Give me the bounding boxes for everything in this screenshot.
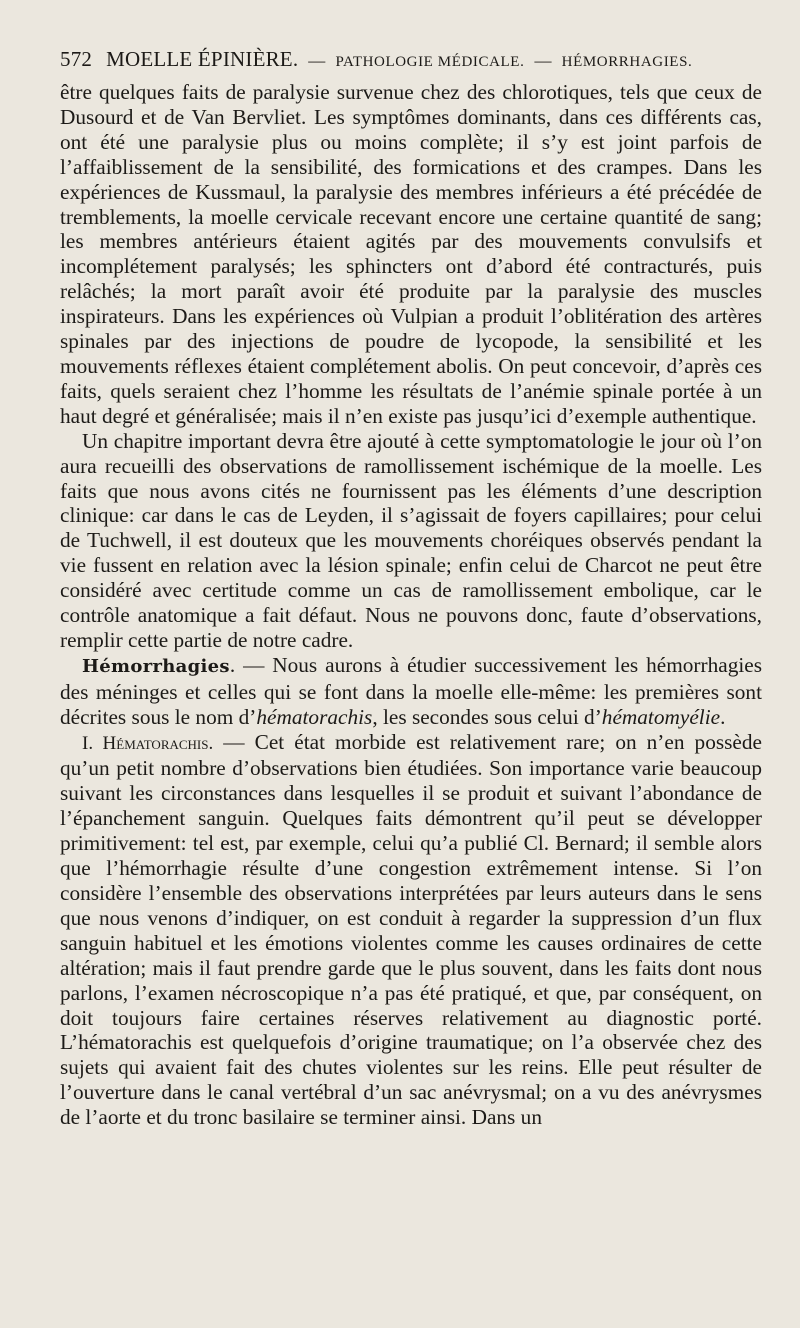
subsection-heading-hematorachis: I. Hématorachis.	[82, 732, 214, 754]
running-dash-1: —	[308, 51, 326, 70]
term-hematorachis: hématorachis	[256, 704, 373, 729]
paragraph-4-text: — Cet état morbide est relativement rare; on n’en possède qu’un petit nombre d’observations bien étudiées. Son importance varie beaucoup suivant les circonstances dans lesquelles il se produit et suivant l’abondance de l’épanchement sanguin. Quelques faits démontrent qu’il peut se développer primitivement: tel est, par exemple, celui qu’a publié Cl. Bernard; il semble alors que l’hémorrhagie résulte d’une congestion extrêmement intense. Si l’on considère l’ensemble des observations interprétées par leurs auteurs dans le sens que nous venons d’indiquer, on est conduit à regarder la suppression d’un flux sanguin habituel et les émotions violentes comme les causes ordinaires de cette altération; mais il faut prendre garde que le plus souvent, dans les faits dont nous parlons, l’examen nécroscopique n’a pas été pratiqué, et que, par conséquent, on doit toujours faire certaines réserves relativement au diagnostic porté. L’hématorachis est quelquefois d’origine traumatique; on l’a observée chez des sujets qui avaient fait des chutes violentes sur les reins. Elle peut résulter de l’ouverture dans le canal vertébral d’un sac anévrysmal; on a vu des anévrysmes de l’aorte et du tronc basilaire se terminer ainsi. Dans un	[60, 729, 762, 1130]
paragraph-3-text-a: . — Nous aurons à étudier successivement les hémorrhagies des méninges et celles qui se font dans la moelle elle-même: les premières sont décrites sous le nom d’	[60, 652, 762, 729]
paragraph-4	[60, 730, 762, 1131]
page-number: 572	[60, 47, 93, 71]
paragraph-2: Un chapitre important devra être ajouté à cette symptomatologie le jour où l’on aura recueilli des observations de ramollissement ischémique de la moelle. Les faits que nous avons cités ne fournissent pas les éléments d’une description clinique: car dans le cas de Leyden, il s’agissait de foyers capillaires; pour celui de Tuchwell, il est douteux que les mouvements choréiques observés pendant la vie fussent en relation avec la lésion spinale; enfin celui de Charcot ne peut être considéré avec certitude comme un cas de ramollissement embolique, car le contrôle anatomique a fait défaut. Nous ne pouvons donc, faute d’observations, remplir cette partie de notre cadre.	[60, 428, 762, 652]
paragraph-3	[60, 653, 762, 730]
running-section: PATHOLOGIE MÉDICALE.	[335, 54, 525, 70]
running-title: MOELLE ÉPINIÈRE.	[106, 47, 299, 71]
paragraph-3-text-c: .	[720, 704, 726, 729]
body-text	[60, 80, 762, 1130]
section-heading-hemorrhagies: Hémorrhagies	[82, 655, 230, 677]
paragraph-3-text-b: , les secondes sous celui d’	[372, 704, 602, 729]
running-head	[60, 42, 762, 80]
running-dash-2: —	[534, 51, 552, 70]
paragraph-1: être quelques faits de paralysie survenue chez des chlorotiques, tels que ceux de Dusourd et de Van Bervliet. Les symptômes dominants, dans ces différents cas, ont été une paralysie plus ou moins complète; il s’y est joint parfois de l’affaiblissement de la sensibilité, des formications et des crampes. Dans les expériences de Kussmaul, la paralysie des membres inférieurs a été précédée de tremblements, la moelle cervicale recevant encore une certaine quantité de sang; les membres antérieurs étaient agités par des mouvements convulsifs et incomplétement paralysés; les sphincters ont d’abord été contracturés, puis relâchés; la mort paraît avoir été produite par la paralysie des muscles inspirateurs. Dans les expériences où Vulpian a produit l’oblitération des artères spinales par des injections de poudre de lycopode, la sensibilité et les mouvements réflexes étaient complétement abolis. On peut concevoir, d’après ces faits, quels seraient chez l’homme les résultats de l’anémie spinale portée à un haut degré et généralisée; mais il n’en existe pas jusqu’ici d’exemple authentique.	[60, 80, 762, 428]
term-hematomyelie: hématomyélie	[601, 704, 721, 729]
running-subsection: HÉMORRHAGIES.	[561, 54, 693, 70]
